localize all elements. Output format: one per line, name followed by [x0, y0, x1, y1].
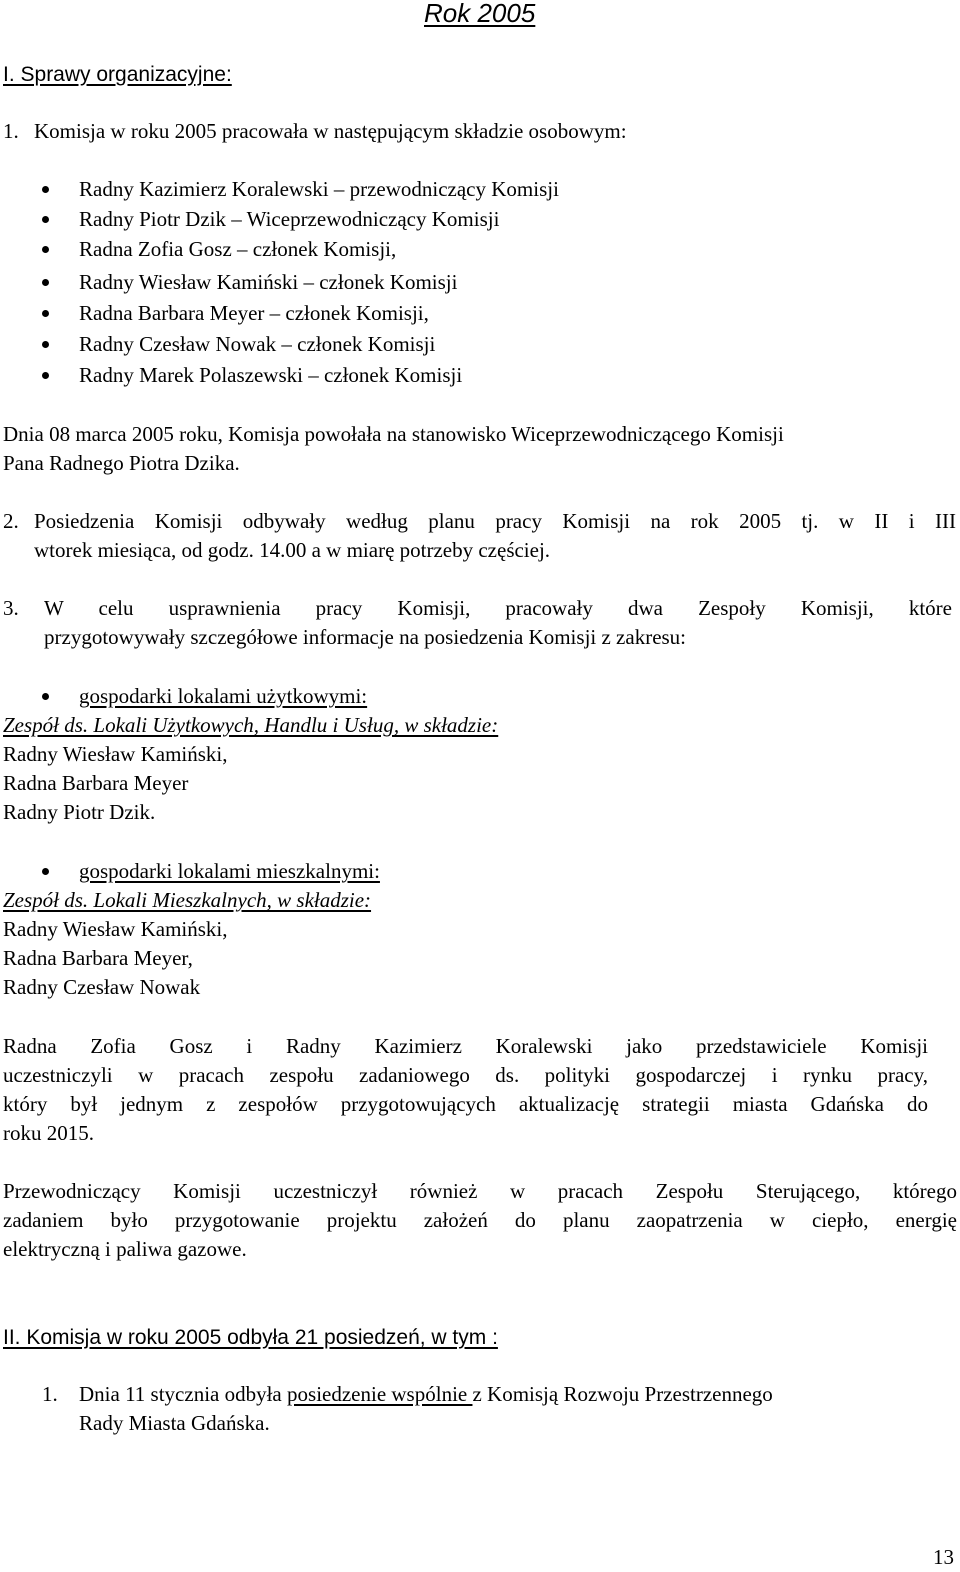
team1-scope: gospodarki lokalami użytkowymi: [79, 684, 368, 708]
item2-line2: wtorek miesiąca, od godz. 14.00 a w miarę potrzeby częściej. [34, 538, 551, 562]
team2-name: Zespół ds. Lokali Mieszkalnych, w składzie: [3, 888, 372, 912]
member-item: Radna Barbara Meyer – członek Komisji, [79, 301, 429, 325]
bullet-icon [42, 186, 49, 193]
team2-member: Radna Barbara Meyer, [3, 946, 193, 970]
bullet-icon [42, 279, 49, 286]
member-item: Radny Piotr Dzik – Wiceprzewodniczący Komisji [79, 207, 500, 231]
para2-line: Przewodniczący Komisji uczestniczył również w pracach Zespołu Sterującego, którego [3, 1179, 957, 1203]
item3-line2: przygotowywały szczegółowe informacje na posiedzenia Komisji z zakresu: [44, 625, 687, 649]
para1-line: roku 2015. [3, 1121, 94, 1145]
bullet-icon [42, 372, 49, 379]
para1-line: który był jednym z zespołów przygotowujących aktualizację strategii miasta Gdańska do [3, 1092, 928, 1116]
bullet-icon [42, 341, 49, 348]
bullet-icon [42, 868, 49, 875]
para1-line: Radna Zofia Gosz i Radny Kazimierz Koralewski jako przedstawiciele Komisji [3, 1034, 928, 1058]
year-title: Rok 2005 [424, 0, 536, 28]
section2-item1-line2: Rady Miasta Gdańska. [79, 1411, 270, 1435]
section2-item1-line1 [79, 1380, 773, 1409]
section2-heading: II. Komisja w roku 2005 odbyła 21 posiedzeń, w tym : [3, 1326, 498, 1349]
member-item: Radny Wiesław Kamiński – członek Komisji [79, 270, 458, 294]
member-item: Radny Marek Polaszewski – członek Komisji [79, 363, 463, 387]
item1-text: Komisja w roku 2005 pracowała w następującym składzie osobowym: [34, 119, 627, 143]
member-item: Radny Czesław Nowak – członek Komisji [79, 332, 436, 356]
team2-scope: gospodarki lokalami mieszkalnymi: [79, 859, 380, 883]
section2-item1-number: 1. [42, 1382, 58, 1406]
para2-line: elektryczną i paliwa gazowe. [3, 1237, 247, 1261]
vice-chair-note-line2: Pana Radnego Piotra Dzika. [3, 451, 240, 475]
meeting-date-text: Dnia 11 stycznia odbyła [79, 1382, 288, 1406]
team1-member: Radna Barbara Meyer [3, 771, 189, 795]
vice-chair-note-line1: Dnia 08 marca 2005 roku, Komisja powołała na stanowisko Wiceprzewodniczącego Komisji [3, 422, 784, 446]
section1-heading: I. Sprawy organizacyjne: [3, 63, 232, 86]
joint-meeting-text: posiedzenie wspólnie [287, 1382, 473, 1406]
item1-number: 1. [3, 119, 19, 143]
team1-name: Zespół ds. Lokali Użytkowych, Handlu i Usług, w składzie: [3, 713, 499, 737]
bullet-icon [42, 246, 49, 253]
para1-line: uczestniczyli w pracach zespołu zadaniowego ds. polityki gospodarczej i rynku pracy, [3, 1063, 928, 1087]
bullet-icon [42, 216, 49, 223]
bullet-icon [42, 693, 49, 700]
team1-member: Radny Wiesław Kamiński, [3, 742, 228, 766]
team1-member: Radny Piotr Dzik. [3, 800, 156, 824]
item2-number: 2. [3, 509, 19, 533]
bullet-icon [42, 310, 49, 317]
item3-number: 3. [3, 596, 19, 620]
committee-text: z Komisją Rozwoju Przestrzennego [472, 1382, 773, 1406]
para2-line: zadaniem było przygotowanie projektu założeń do planu zaopatrzenia w ciepło, energię [3, 1208, 957, 1232]
member-item: Radny Kazimierz Koralewski – przewodniczący Komisji [79, 177, 559, 201]
member-item: Radna Zofia Gosz – członek Komisji, [79, 237, 397, 261]
page-number: 13 [933, 1545, 954, 1569]
item2-line1: Posiedzenia Komisji odbywały według planu pracy Komisji na rok 2005 tj. w II i III [34, 509, 956, 533]
item3-line1: W celu usprawnienia pracy Komisji, pracowały dwa Zespoły Komisji, które [44, 596, 952, 620]
team2-member: Radny Czesław Nowak [3, 975, 201, 999]
team2-member: Radny Wiesław Kamiński, [3, 917, 228, 941]
